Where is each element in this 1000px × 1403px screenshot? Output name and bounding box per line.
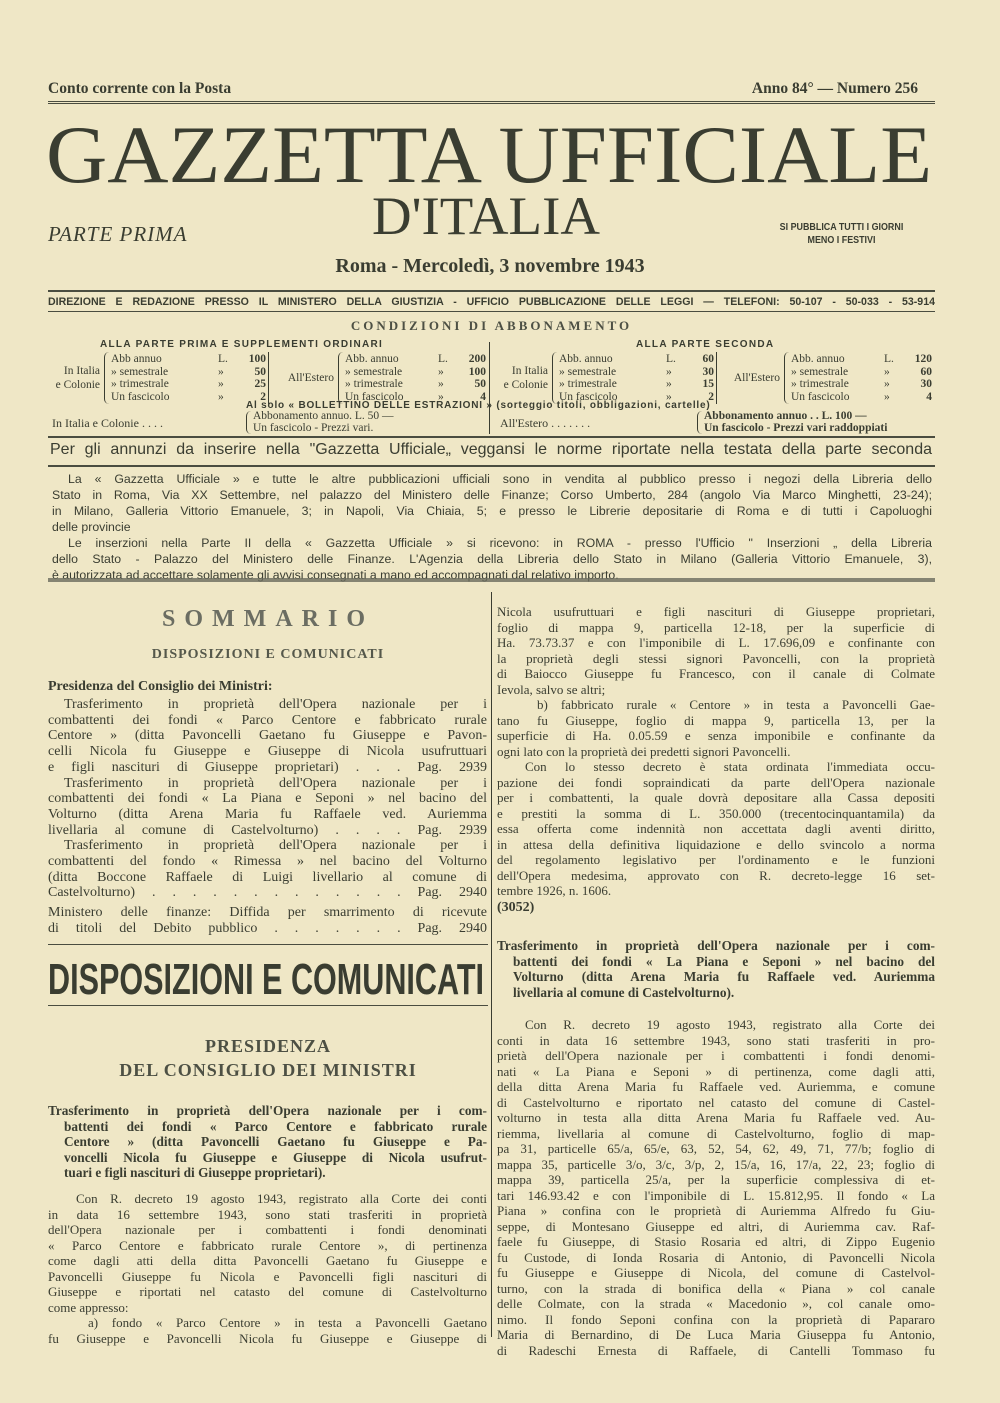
text-line: essa offerta come indennità non accettata dagli aventi diritto, [497,821,935,836]
price-line: Un fascicolo - Prezzi vari. [253,421,374,434]
price-value: 200 [468,353,486,365]
ministry-heading: PRESIDENZA [204,1036,332,1056]
price-currency: » [218,378,224,390]
price-table-seconda-estero [718,352,932,404]
price-currency: » [884,365,890,378]
text-line: della ditta Arena Maria fu Raffaele ved. Auriemma, e comune [497,1079,935,1094]
text-line: Ievola, salvo se altri; [497,681,606,697]
direction-line: DIREZIONE E REDAZIONE PRESSO IL MINISTERO DELLA GIUSTIZIA - UFFICIO PUBBLICAZIONE DELLE LEGGI — TELEFONI: 50-107 - 50-033 - 53-914 [48,296,935,308]
article-paragraph [497,604,935,697]
masthead-subtitle [372,188,604,238]
divider [489,342,490,434]
text-line: e figli nascituri di Giuseppe proprietari) . . . Pag. 2939 [48,759,487,775]
price-row [345,366,486,379]
price-row [345,353,486,366]
article-title [48,1103,487,1181]
text-line: Con lo stesso decreto è stata ordinata l'immediata occu- [525,759,935,774]
issue-number: Anno 84° — Numero 256 [751,80,918,97]
text-line: in data 16 settembre 1943, sono stati trasferiti in proprietà [48,1206,487,1222]
price-label: Abb. annuo [559,353,613,365]
text-line: Trasferimento in proprietà dell'Opera nazionale per i [64,697,487,712]
price-value: 100 [468,365,486,378]
text-line: Ministero delle finanze: Diffida per smarrimento di ricevute [48,905,487,921]
text-line: volturno in testa alla ditta Arena Maria fu Raffaele ved. Au- [497,1110,935,1125]
price-value: 100 [248,353,266,365]
price-currency: » [438,365,444,378]
article-paragraph [48,1191,487,1315]
price-row [791,366,932,379]
article-paragraph [48,1315,487,1346]
reference-number: (3052) [497,900,535,915]
price-value: 30 [702,365,714,378]
price-row [791,391,932,404]
price-row [111,391,266,404]
text-line: di Baiocco Giuseppe fu Francesco, con il canale di Colmate [497,666,935,681]
text-line: seppe, di Montesano Giuseppe ed altri, di Auriemma cav. Raf- [497,1218,935,1234]
inserzioni-paragraph [52,535,932,583]
text-line: è autorizzata ad accettare solamente gli avvisi consegnati a mano ed accompagnati dal relativo importo. [52,568,619,582]
text-line: livellaria al comune di Castelvolturno) . . . . Pag. 2939 [48,822,487,838]
text-line: Giuseppe e riportati nel catasto del comune di Castelvolturno [48,1284,487,1299]
price-currency: » [884,378,890,390]
sommario-title: SOMMARIO [162,606,374,632]
part-label: PARTE PRIMA [48,222,188,246]
text-line: La « Gazzetta Ufficiale » e tutte le altre pubblicazioni ufficiali sono in vendita al pubblico presso i negozi della Libreria dello [68,472,932,486]
text-line: Castelvolturno) . . . . . . . . . . . . . Pag. 2940 [48,885,487,901]
text-line: Centore » (ditta Pavoncelli Gaetano fu Giuseppe e Pavon- [48,728,487,744]
divider [48,578,935,582]
price-value: 50 [474,378,486,390]
price-value: 15 [702,378,714,390]
price-value: 2 [260,390,266,403]
sales-paragraph [52,471,932,535]
divider [48,465,935,467]
text-line: tuari e figli nascituri di Giuseppe proprietari). [64,1165,326,1180]
bollettino-italia-label: In Italia e Colonie . . . . [52,416,163,430]
price-value: 60 [702,353,714,365]
text-line: Maria di Bernardino, di De Luca Maria Giuseppa fu Antonio, [497,1327,935,1342]
text-line: Con R. decreto 19 agosto 1943, registrato alla Corte dei conti [76,1191,487,1206]
article-title [497,938,935,1000]
svg-text:D'ITALIA: D'ITALIA [372,188,600,238]
price-table-prima-estero [272,352,486,404]
article-body [48,1191,487,1346]
price-label: » trimestrale [111,378,169,390]
price-label: » semestrale [111,365,169,378]
price-label: » trimestrale [559,378,617,390]
price-currency: » [666,378,672,390]
price-value: 4 [480,390,486,403]
article-paragraph [497,1017,935,1358]
text-line: prietà dell'Opera nazionale per i combattenti i fondi denomi- [497,1048,935,1063]
price-label: Un fascicolo [559,390,618,403]
divider [716,352,717,404]
text-line: combattenti del fondo « Rimessa » nel bacino del Volturno [48,854,487,870]
publish-note [748,221,968,247]
sommario-item[interactable] [48,776,487,839]
price-row [791,353,932,366]
text-line: per i combattenti, la quale dovrà depositare alla Cassa depositi [497,790,935,805]
text-line: Pavoncelli Giuseppe fu Nicola e Pavoncelli figli nascituri di [48,1268,487,1284]
sommario-list [48,697,487,937]
text-line: tembre 1926, n. 1606. [497,883,612,898]
masthead-title [46,110,936,188]
price-row [791,378,932,391]
text-line: delle provincie [52,520,131,534]
price-label: » semestrale [345,365,403,378]
price-currency: » [438,378,444,390]
price-row [111,353,266,366]
text-line: Con R. decreto 19 agosto 1943, registrato alla Corte dei [525,1017,935,1032]
price-value: 50 [254,365,266,378]
text-line: mappa 39, particella 25/a, per la superficie complessiva di et- [497,1172,935,1187]
price-currency: L. [884,353,894,365]
parte-prima-heading: ALLA PARTE PRIMA E SUPPLEMENTI ORDINARI [100,339,384,350]
text-line: Trasferimento in proprietà dell'Opera nazionale per i [64,775,487,791]
price-currency: » [218,365,224,378]
issue-date: Roma - Mercoledì, 3 novembre 1943 [335,255,645,277]
price-label: » semestrale [559,365,617,378]
text-line: dell'Opera medesima, approvato con R. decreto-legge 16 set- [497,867,935,883]
account-note: Conto corrente con la Posta [48,80,232,97]
price-line: Abbonamento annuo . . L. 100 — [704,410,867,422]
price-label: Un fascicolo [111,390,170,403]
bollettino-heading: Al solo « BOLLETTINO DELLE ESTRAZIONI » (sorteggio titoli, obbligazioni, cartelle) [246,400,711,411]
text-line: nati « La Piana e Seponi » di pertinenza, come dagli atti, [497,1063,935,1079]
text-line: Piana » confina con le proprietà di Auriemma Alfredo fu Giu- [497,1203,935,1218]
price-currency: » [666,390,672,403]
text-line: battenti dei fondi « La Piana e Seponi » nel bacino del [513,953,935,969]
price-row [559,378,714,391]
text-line: foglio di mappa 9, particella 12-18, per la superficie di [497,619,935,635]
article-paragraph [497,759,935,899]
text-line: come dagli atti della ditta Pavoncelli Gaetano fu Giuseppe e [48,1253,487,1268]
text-line: dello Stato - Palazzo del Ministero delle Finanze. L'Agenzia della Libreria dello Stato in Milano (Galleria Vittorio Emanuele, 3), [52,552,932,566]
price-table-prima-italia [48,352,266,404]
text-line: dell'Opera nazionale per i combattenti i fondi denominati [48,1222,487,1237]
text-line: « Parco Centore e fabbricato rurale Centore », di pertinenza [48,1237,487,1253]
price-value: 2 [708,390,714,403]
text-line: pa 31, particelle 65/a, 65/e, 63, 52, 54, 62, 49, 71, 77/b; foglio di [497,1141,935,1156]
text-line: Volturno (ditta Arena Maria fu Raffaele ved. Auriemma [513,969,935,984]
article-body-continued [497,604,935,899]
text-line: in Milano, Galleria Vittorio Emanuele, 3; in Napoli, Via Chiaia, 5; e presso le Librerie depositarie di Roma e di tutti i Capoluoghi [52,504,932,518]
price-value: 60 [920,365,932,378]
text-line: combattenti dei fondi « Parco Centore e fabbricato rurale [48,712,487,728]
price-label: Un fascicolo [791,390,850,403]
ministry-heading: DEL CONSIGLIO DEI MINISTRI [119,1060,417,1080]
text-line: pazione dei fondi sopraindicati da parte dell'Opera nazionale [497,774,935,790]
text-line: tari 146.93.42 e con l'imponibile di L. 15.812,95. Il fondo « La [497,1187,935,1203]
price-row [559,353,714,366]
text-line: voncelli Nicola fu Giuseppe e Giuseppe di Nicola usufrut- [64,1149,487,1165]
divider [48,1005,488,1006]
bollettino-italia-prices [246,411,394,434]
brace [552,352,557,404]
text-line: Trasferimento in proprietà dell'Opera nazionale per i com- [48,1103,487,1118]
price-currency: » [438,390,444,403]
text-line: battenti dei fondi « Parco Centore e fabbricato rurale [64,1118,487,1134]
bollettino-estero-label: All'Estero . . . . . . . [500,416,591,430]
price-currency: » [666,365,672,378]
text-line: fu Giuseppe e Giuseppe di Nicola, del comune di Castelvol- [497,1265,935,1280]
price-label: Abb annuo [111,353,162,365]
text-line: a) fondo « Parco Centore » in testa a Pavoncelli Gaetano [88,1315,487,1330]
price-table-seconda-italia [496,352,714,404]
sommario-section: Presidenza del Consiglio dei Ministri: [48,679,273,694]
price-value: 25 [254,378,266,390]
price-line: Abbonamento annuo. L. 50 — [253,410,394,422]
divider [48,290,935,292]
text-line: Centore » (ditta Pavoncelli Gaetano fu Giuseppe e Pa- [64,1134,487,1149]
brace [784,352,789,404]
sommario-item[interactable] [48,838,487,901]
price-label: » trimestrale [791,378,849,390]
price-label: » semestrale [791,365,849,378]
text-line: di Radeschi Ernesta di Raffaele, di Cantelli Tommaso fu [497,1342,935,1358]
text-line: fu Giuseppe e Pavoncelli Nicola fu Giuseppe e Giuseppe di [48,1330,487,1346]
text-line: faele fu Giuseppe, di Stasio Rosaria ed altri, di Zippo Eugenio [497,1234,935,1249]
text-line: come appresso: [48,1299,129,1315]
text-line: combattenti dei fondi « La Piana e Seponi » nel bacino del [48,791,487,807]
region-label: In Italia [63,365,100,377]
divider [48,944,488,945]
price-row [559,366,714,379]
column-divider [491,592,492,1337]
publish-note-line: MENO I FESTIVI [807,234,876,246]
price-currency: » [884,390,890,403]
svg-text:DISPOSIZIONI E COMUNICATI: DISPOSIZIONI E COMUNICATI [48,955,484,1000]
price-label: Un fascicolo [345,390,404,403]
text-line: superficie di Ha. 0.05.59 e senza imponibile e confinante da [497,728,935,743]
text-line: di titoli del Debito pubblico . . . . . . . Pag. 2940 [48,920,487,936]
price-value: 120 [914,353,932,365]
region-label: In Italia [511,365,548,377]
article-paragraph [497,697,935,759]
text-line: Le inserzioni nella Parte II della « Gazzetta Ufficiale » si ricevono: in ROMA - presso l'Ufficio " Inserzioni „ della Libreria [68,536,932,550]
text-line: Volturno (ditta Arena Maria fu Raffaele ved. Auriemma [48,806,487,822]
article-body [497,1017,935,1358]
price-label: Abb. annuo [345,353,399,365]
text-line: celli Nicola fu Giuseppe e Giuseppe di Nicola usufruttuari [48,744,487,760]
text-line: nimo. Il fondo Seponi confina con la proprietà di Papararo [497,1311,935,1327]
text-line: tano fu Giuseppe, foglio di mappa 9, particella 13, per la [497,712,935,728]
text-line: la proprietà degli stessi signori Pavoncelli, con la proprietà [497,650,935,666]
text-line: Trasferimento in proprietà dell'Opera nazionale per i com- [497,938,935,953]
text-line: di Castelvolturno e riportato nel catasto del comune di Castel- [497,1094,935,1110]
text-line: b) fabbricato rurale « Centore » in testa a Pavoncelli Gae- [537,697,935,712]
text-line: ogni lato con la proprietà dei predetti signori Pavoncelli. [497,743,791,759]
svg-text:GAZZETTA UFFICIALE: GAZZETTA UFFICIALE [46,110,932,188]
divider [48,436,935,438]
text-line: delle Colmate, con la strada « Macedonio », col canale omo- [497,1296,935,1311]
price-label: » trimestrale [345,378,403,390]
text-line: fu Custode, di Ionda Rosaria di Antonio, di Pavoncelli Nicola [497,1249,935,1265]
publish-note-line: SI PUBBLICA TUTTI I GIORNI [779,221,904,233]
price-value: 4 [926,390,932,403]
text-line: del regolamento legislativo per l'ordinamento e le funzioni [497,852,935,867]
text-line: e prestiti la somma di L. 350.000 (trecentocinquantamila) da [497,805,935,821]
text-line: in attesa della definitiva liquidazione e dello svincolo a norma [497,836,935,852]
price-row [345,378,486,391]
subscriptions-title: CONDIZIONI DI ABBONAMENTO [350,318,633,333]
price-value: 30 [920,378,932,390]
sommario-subtitle: DISPOSIZIONI E COMUNICATI [151,647,385,662]
sommario-item[interactable] [48,905,487,936]
text-line: Stato in Roma, Via XX Settembre, nel palazzo del Ministero delle Finanze; Corso Umberto, 284 (angolo Via Marco Minghetti, 23-24); [52,488,932,502]
price-currency: L. [666,353,676,365]
ads-notice: Per gli annunzi da inserire nella "Gazzetta Ufficiale„ veggansi le norme riportate nella testata della parte seconda [50,441,932,458]
region-label: e Colonie [55,379,100,391]
text-line: mappa 35, particelle 3/o, 3/c, 3/p, 2, 15/a, 16, 17/a, 22, 23; foglio di [497,1156,935,1172]
bollettino-estero-prices [697,411,887,434]
text-line: Nicola usufruttuari e figli nascituri di Giuseppe proprietari, [497,604,935,619]
sales-info [52,471,932,583]
region-label: All'Estero [733,372,780,384]
text-line: livellaria al comune di Castelvolturno). [513,984,735,1000]
text-line: Trasferimento in proprietà dell'Opera nazionale per i [64,838,487,854]
divider [268,352,269,404]
price-row [111,378,266,391]
price-row [111,366,266,379]
text-line: turno, con la strada di bonifica della « Piana » col canale [497,1280,935,1296]
price-currency: L. [218,353,228,365]
parte-seconda-heading: ALLA PARTE SECONDA [636,339,775,350]
price-line: Un fascicolo - Prezzi vari raddoppiati [704,421,888,434]
divider [48,311,935,312]
brace [104,352,109,404]
divider [48,101,935,104]
price-label: Abb. annuo [791,353,845,365]
price-currency: L. [438,353,448,365]
sommario-item[interactable] [48,697,487,776]
region-label: e Colonie [503,379,548,391]
text-line: Ha. 73.73.37 e con l'imponibile di L. 17.696,09 e confinante con [497,635,935,650]
section-title [48,952,488,1000]
text-line: riemma, livellaria al comune di Castelvolturno, foglio di map- [497,1125,935,1141]
brace [338,352,343,404]
text-line: (ditta Boccone Raffaele di Luigi livellario al comune di [48,869,487,885]
price-currency: » [218,390,224,403]
text-line: conti in data 16 settembre 1943, sono stati trasferiti in pro- [497,1032,935,1048]
region-label: All'Estero [287,372,334,384]
